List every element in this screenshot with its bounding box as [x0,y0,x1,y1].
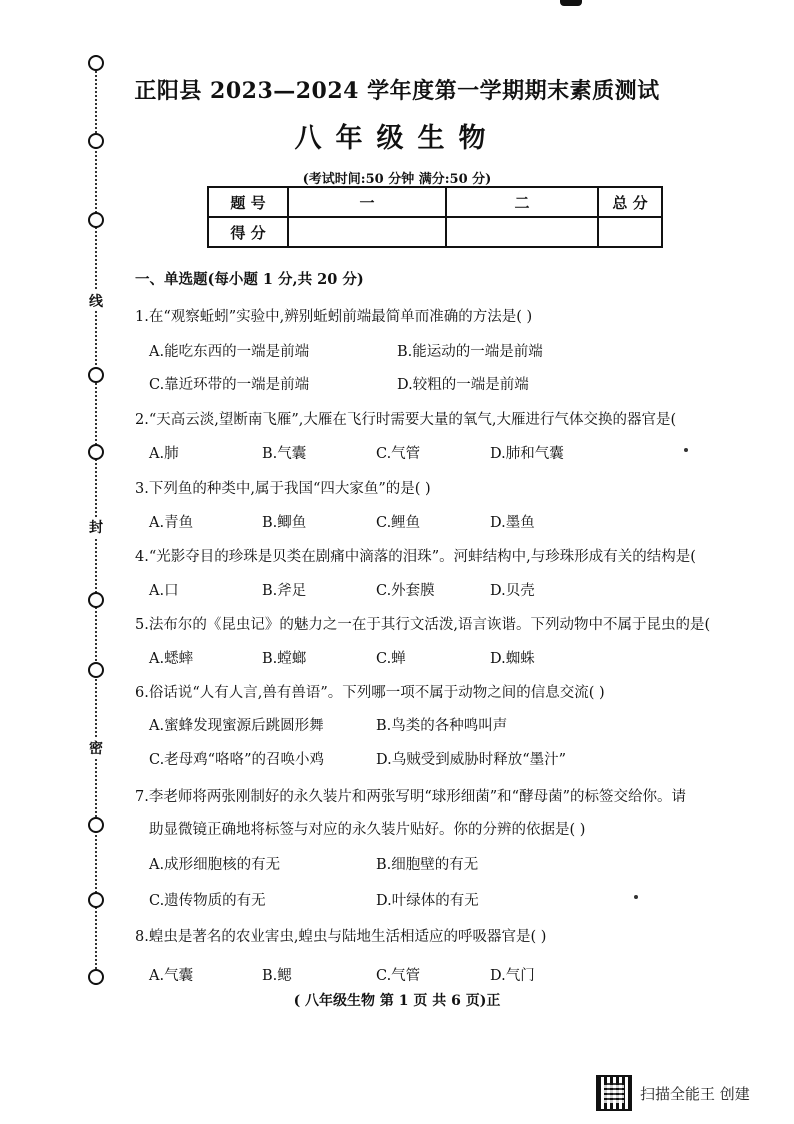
option-b: B.能运动的一端是前端 [397,344,543,360]
scan-artifact [560,0,582,6]
option-d: D.贝壳 [490,583,535,599]
option-b: B.鲫鱼 [262,515,307,531]
binding-ring-icon [88,892,104,908]
score-table-score-row [208,217,662,247]
binding-ring-icon [88,662,104,678]
option-c: C.鲤鱼 [376,515,421,531]
score-table [207,186,663,248]
table-cell: 得 分 [208,217,288,247]
table-cell: 一 [288,187,446,217]
page-footer: ( 八年级生物 第 1 页 共 6 页)正 [293,993,501,1009]
option-c: C.外套膜 [376,583,435,599]
question-stem: 5.法布尔的《昆虫记》的魅力之一在于其行文活泼,语言诙谐。下列动物中不属于昆虫的是( [135,617,711,633]
option-a: A.肺 [149,446,179,462]
option-c: C.气管 [376,968,421,984]
question-stem: 8.蝗虫是著名的农业害虫,蝗虫与陆地生活相适应的呼吸器官是( ) [135,929,547,945]
question-stem: 2.“天高云淡,望断南飞雁”,大雁在飞行时需要大量的氧气,大雁进行气体交换的器官是( [135,412,677,428]
option-a: A.气囊 [149,968,194,984]
binding-line [86,55,106,985]
section-heading: 一、单选题(每小题 1 分,共 20 分) [135,271,364,288]
binding-char: 线 [86,291,106,311]
option-c: C.遗传物质的有无 [149,893,266,909]
table-cell: 二 [446,187,598,217]
qr-code-icon [596,1075,632,1111]
question-stem: 7.李老师将两张刚制好的永久装片和两张写明“球形细菌”和“酵母菌”的标签交给你。请 [135,789,686,805]
option-c: C.蝉 [376,651,406,667]
binding-ring-icon [88,592,104,608]
option-a: A.青鱼 [149,515,194,531]
binding-ring-icon [88,55,104,71]
option-b: B.鳃 [262,968,292,984]
score-table-header-row [208,187,662,217]
option-a: A.蟋蟀 [149,651,194,667]
scanner-watermark-text: 扫描全能王 创建 [640,1084,750,1103]
option-b: B.鸟类的各种鸣叫声 [376,718,508,734]
table-cell: 总 分 [598,187,662,217]
option-d: D.气门 [490,968,535,984]
question-stem: 4.“光影夺目的珍珠是贝类在剧痛中滴落的泪珠”。河蚌结构中,与珍珠形成有关的结构是( [135,549,696,565]
question-stem: 3.下列鱼的种类中,属于我国“四大家鱼”的是( ) [135,481,431,497]
binding-ring-icon [88,367,104,383]
option-b: B.斧足 [262,583,307,599]
option-b: B.螳螂 [262,651,307,667]
option-d: D.较粗的一端是前端 [397,377,529,393]
binding-ring-icon [88,212,104,228]
option-a: A.蜜蜂发现蜜源后跳圆形舞 [149,718,324,734]
option-d: D.蜘蛛 [490,651,535,667]
binding-char: 封 [86,517,106,537]
option-c: C.靠近环带的一端是前端 [149,377,310,393]
subject-title: 八年级生物 [294,123,500,154]
binding-ring-icon [88,444,104,460]
option-a: A.能吃东西的一端是前端 [149,344,310,360]
exam-info: (考试时间:50 分钟 满分:50 分) [302,172,492,187]
scan-speck [684,448,688,452]
option-b: B.气囊 [262,446,307,462]
option-d: D.叶绿体的有无 [376,893,479,909]
scanner-watermark [596,1075,750,1111]
option-d: D.墨鱼 [490,515,535,531]
option-d: D.肺和气囊 [490,446,564,462]
option-d: D.乌贼受到威胁时释放“墨汁” [376,752,567,768]
score-input-cell[interactable] [598,217,662,247]
option-a: A.成形细胞核的有无 [149,857,281,873]
question-stem-continued: 助显微镜正确地将标签与对应的永久装片贴好。你的分辨的依据是( ) [149,822,586,838]
exam-title: 正阳县 2023—2024 学年度第一学期期末素质测试 [134,78,660,104]
question-stem: 6.俗话说“人有人言,兽有兽语”。下列哪一项不属于动物之间的信息交流( ) [135,685,605,701]
option-a: A.口 [149,583,179,599]
table-cell: 题 号 [208,187,288,217]
binding-char: 密 [86,738,106,758]
score-input-cell[interactable] [446,217,598,247]
score-input-cell[interactable] [288,217,446,247]
question-stem: 1.在“观察蚯蚓”实验中,辨别蚯蚓前端最简单而准确的方法是( ) [135,309,533,325]
option-c: C.气管 [376,446,421,462]
option-b: B.细胞壁的有无 [376,857,479,873]
binding-ring-icon [88,817,104,833]
binding-ring-icon [88,969,104,985]
scan-speck [634,895,638,899]
option-c: C.老母鸡“咯咯”的召唤小鸡 [149,752,325,768]
